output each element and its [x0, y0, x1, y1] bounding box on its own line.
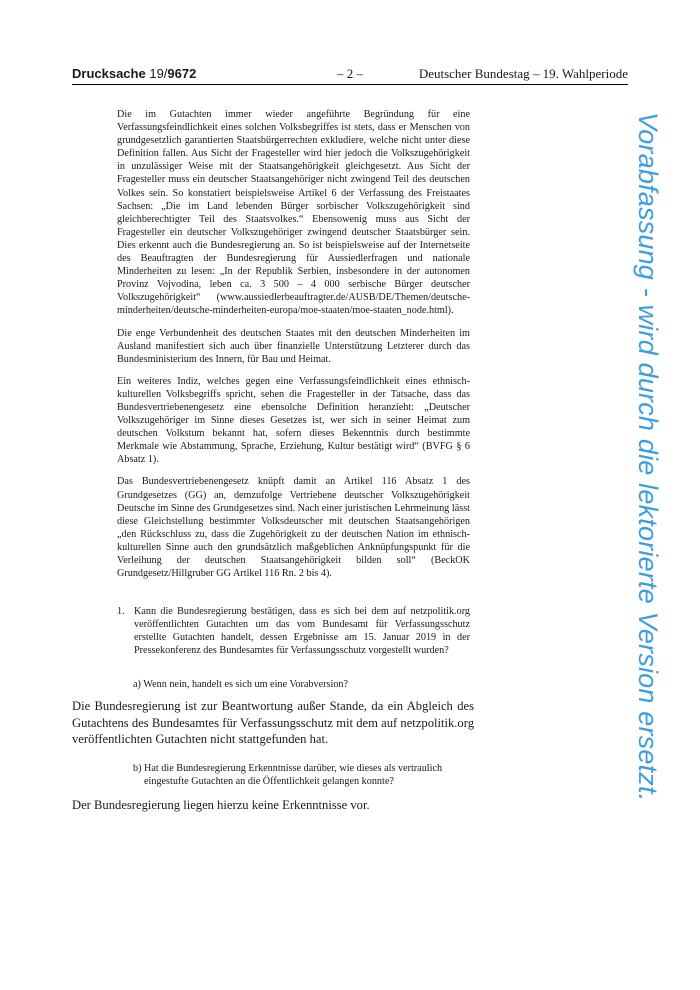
question-1	[117, 605, 470, 657]
watermark-text: Vorabfassung - wird durch die lektorierte Version ersetzt.	[633, 112, 663, 802]
sub-question-b	[133, 762, 473, 788]
answer-a: Die Bundesregierung ist zur Beantwortung außer Stande, da ein Abgleich des Gutachtens des Bundesamtes für Verfassungsschutz mit dem auf netzpolitik.org veröffentlichten Gutachten nicht stattgefunden hat.	[72, 699, 474, 746]
paragraph: Das Bundesvertriebenengesetz knüpft damit an Artikel 116 Absatz 1 des Grundgesetzes (GG) an, demzufolge Vertriebene deutscher Volkszugehörigkeit Deutsche im Sinne des Grundgesetzes sind. Nach einer juristischen Lehrmeinung lässt diese Gleichstellung bestimmter Volksdeutscher mit deutschen Staatsangehörigen „den Rückschluss zu, dass die Zugehörigkeit zu der deutschen Nation im ethnisch-kulturellen Sinne auch den grundsätzlich maßgeblichen Anknüpfungspunkt für die Verleihung der deutschen Staatsangehörigkeit bilden soll“ (BeckOK Grundgesetz/Hillgruber GG Artikel 116 Rn. 2 bis 4).	[117, 476, 470, 580]
institution-label: Deutscher Bundestag – 19. Wahlperiode	[418, 66, 628, 81]
doc-period: 19/	[149, 66, 168, 81]
question-text: Kann die Bundesregierung bestätigen, dass es sich bei dem auf netzpolitik.org veröffentlichten Gutachten um das vom Bundesamt für Verfassungsschutz erstellte Gutachten handelt, dessen Ergebnisse am 15. Januar 2019 in der Pressekonferenz des Bundesamtes für Verfassungsschutz vorgestellt wurden?	[134, 606, 470, 657]
doc-label: Drucksache	[72, 66, 146, 81]
sub-question-a: a) Wenn nein, handelt es sich um eine Vorabversion?	[133, 679, 349, 690]
preamble-text	[117, 108, 470, 589]
sub-question-b-text: b) Hat die Bundesregierung Erkenntnisse darüber, wie dieses als vertraulich eingestufte Gutachten an die Öffentlichkeit gelangen konnte?	[133, 763, 443, 788]
watermark	[632, 112, 672, 912]
paragraph: Die enge Verbundenheit des deutschen Staates mit den deutschen Minderheiten im Ausland manifestiert sich auch über finanzielle Unterstützung Letzterer durch das Bundesministerium des Innern, für Bau und Heimat.	[117, 327, 470, 365]
answer-b: Der Bundesregierung liegen hierzu keine Erkenntnisse vor.	[72, 798, 370, 812]
question-number: 1.	[117, 606, 125, 617]
page-number: – 2 –	[337, 66, 363, 81]
paragraph: Ein weiteres Indiz, welches gegen eine Verfassungsfeindlichkeit eines ethnisch-kulturellen Volksbegriffs spricht, sehen die Fragesteller in der Tatsache, dass das Bundesvertriebenengesetz eine ebensolche Definition heranzieht: „Deutscher Volkszugehöriger im Sinne dieses Gesetzes ist, wer sich in seiner Heimat zum deutschen Volkstum bekannt hat, sofern dieses Bekenntnis durch bestimmte Merkmale wie Abstammung, Sprache, Erziehung, Kultur bestätigt wird“ (BVFG § 6 Absatz 1).	[117, 375, 470, 466]
doc-number: 9672	[167, 66, 197, 81]
page-header	[72, 66, 628, 85]
paragraph: Die im Gutachten immer wieder angeführte Begründung für eine Verfassungsfeindlichkeit eines solchen Volksbegriffes ist stets, dass er Menschen von grundgesetzlich garantierten Staatsbürgerrechten exkludiere, welche nicht unter diese Definition fallen. Aus Sicht der Fragesteller wird hier jedoch die Volkszugehörigkeit in unzulässiger Weise mit der Staatsangehörigkeit gleichgesetzt. Aus Sicht der Fragesteller muss ein deutscher Staatsangehöriger nicht zwingend Teil des deutschen Volkes sein. So konstatiert beispielsweise Artikel 6 der Verfassung des Freistaates Sachsen: „Die im Land lebenden Bürger sorbischer Volkszugehörigkeit sind gleichberechtigter Teil des Staatsvolkes.“ Ebensowenig muss aus Sicht der Fragesteller ein deutscher Volkszugehöriger zwingend deutscher Staatsbürger sein. Dies erkennt auch die Bundesregierung an. So ist beispielsweise auf der Internetseite des Beauftragten der Bundesregierung für Aussiedlerfragen und nationale Minderheiten zu lesen: „In der Republik Serbien, insbesondere in der autonomen Provinz Vojvodina, leben ca. 3 500 – 4 000 serbische Bürger deutscher Volkszugehörigkeit“ (www.aussiedlerbeauftragter.de/AUSB/DE/Themen/deutsche-minderheiten/deutsche-minderheiten-europa/moe-staaten/moe-staaten_node.html).	[117, 109, 470, 317]
